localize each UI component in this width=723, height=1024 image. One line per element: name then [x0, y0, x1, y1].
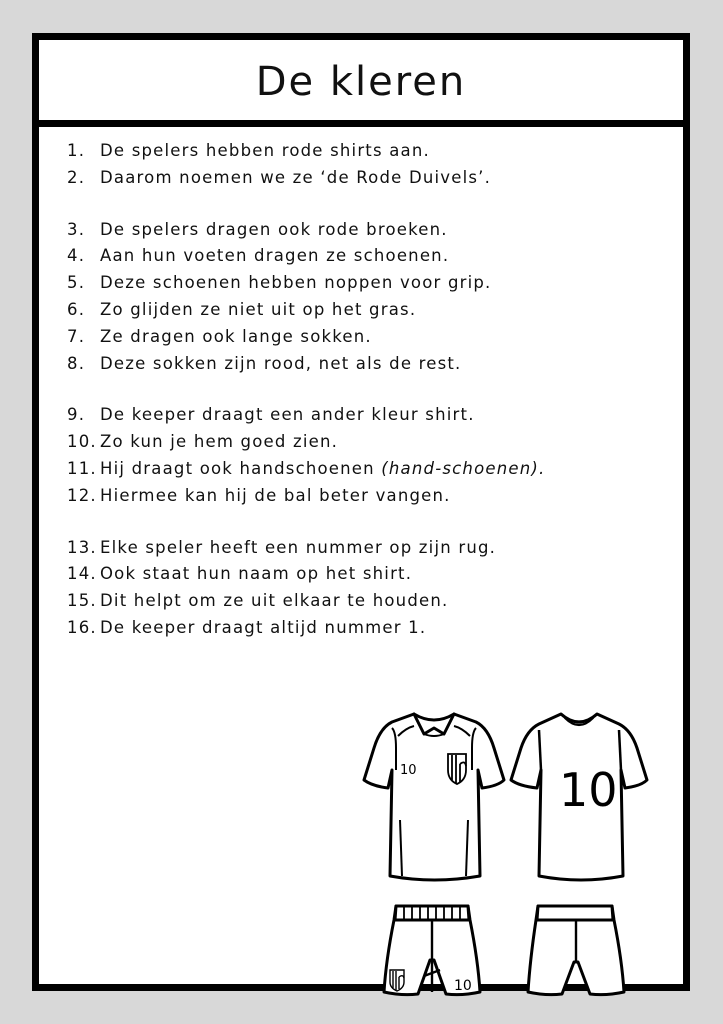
item-number: 16.	[67, 617, 97, 637]
item-number: 6.	[67, 299, 86, 319]
item-text: De keeper draagt altijd nummer 1.	[100, 617, 427, 637]
list-item	[67, 270, 667, 297]
item-number: 10.	[67, 432, 97, 452]
list-item	[67, 138, 667, 165]
item-text: Deze sokken zijn rood, net als de rest.	[100, 353, 462, 373]
item-text: De keeper draagt een ander kleur shirt.	[100, 405, 475, 425]
item-text-main: Hij draagt ook handschoenen	[100, 458, 382, 478]
crest-icon	[448, 754, 466, 784]
item-text: Zo glijden ze niet uit op het gras.	[100, 299, 417, 319]
list-item	[67, 243, 667, 270]
item-number: 2.	[67, 167, 86, 187]
item-number: 8.	[67, 353, 86, 373]
list-item	[67, 351, 667, 378]
list-item	[67, 297, 667, 324]
item-text: Hiermee kan hij de bal beter vangen.	[100, 485, 451, 505]
item-text: Ze dragen ook lange sokken.	[100, 326, 372, 346]
item-text-italic: (hand-schoenen).	[381, 458, 546, 478]
list-item	[67, 165, 667, 192]
list-item	[67, 217, 667, 244]
item-number: 14.	[67, 564, 97, 584]
item-number: 1.	[67, 141, 86, 160]
shorts-back-illustration	[526, 900, 626, 1000]
back-number: 10	[559, 763, 618, 817]
item-text: Zo kun je hem goed zien.	[100, 432, 339, 452]
list-item	[67, 402, 667, 429]
jersey-back-illustration	[507, 708, 652, 888]
list-item	[67, 429, 667, 456]
sentence-list	[67, 138, 667, 642]
item-text: Daarom noemen we ze ‘de Rode Duivels’.	[100, 167, 492, 187]
item-number: 13.	[67, 537, 97, 557]
item-number: 4.	[67, 246, 86, 266]
item-text: Ook staat hun naam op het shirt.	[100, 564, 413, 584]
item-number: 3.	[67, 219, 86, 239]
item-text: De spelers hebben rode shirts aan.	[100, 141, 430, 160]
list-item	[67, 324, 667, 351]
list-item	[67, 456, 667, 483]
list-item	[67, 561, 667, 588]
shorts-front-illustration	[382, 900, 482, 1000]
list-item	[67, 615, 667, 642]
item-number: 11.	[67, 458, 97, 478]
item-text: Dit helpt om ze uit elkaar te houden.	[100, 591, 449, 611]
jersey-front-illustration	[362, 708, 507, 888]
item-text: Aan hun voeten dragen ze schoenen.	[100, 246, 450, 266]
item-number: 15.	[67, 591, 97, 611]
crest-icon	[390, 970, 404, 991]
item-number: 9.	[67, 405, 86, 425]
item-text: Elke speler heeft een nummer op zijn rug.	[100, 537, 497, 557]
leg-number: 10	[454, 978, 472, 994]
list-item	[67, 483, 667, 510]
item-number: 5.	[67, 273, 86, 293]
page-title: De kleren	[255, 59, 467, 105]
item-text: Deze schoenen hebben noppen voor grip.	[100, 273, 492, 293]
chest-number: 10	[400, 763, 417, 778]
item-number: 12.	[67, 485, 97, 505]
item-number: 7.	[67, 326, 86, 346]
item-text	[100, 456, 545, 483]
title-bar	[39, 40, 683, 127]
list-item	[67, 588, 667, 615]
list-item	[67, 535, 667, 562]
item-text: De spelers dragen ook rode broeken.	[100, 219, 448, 239]
